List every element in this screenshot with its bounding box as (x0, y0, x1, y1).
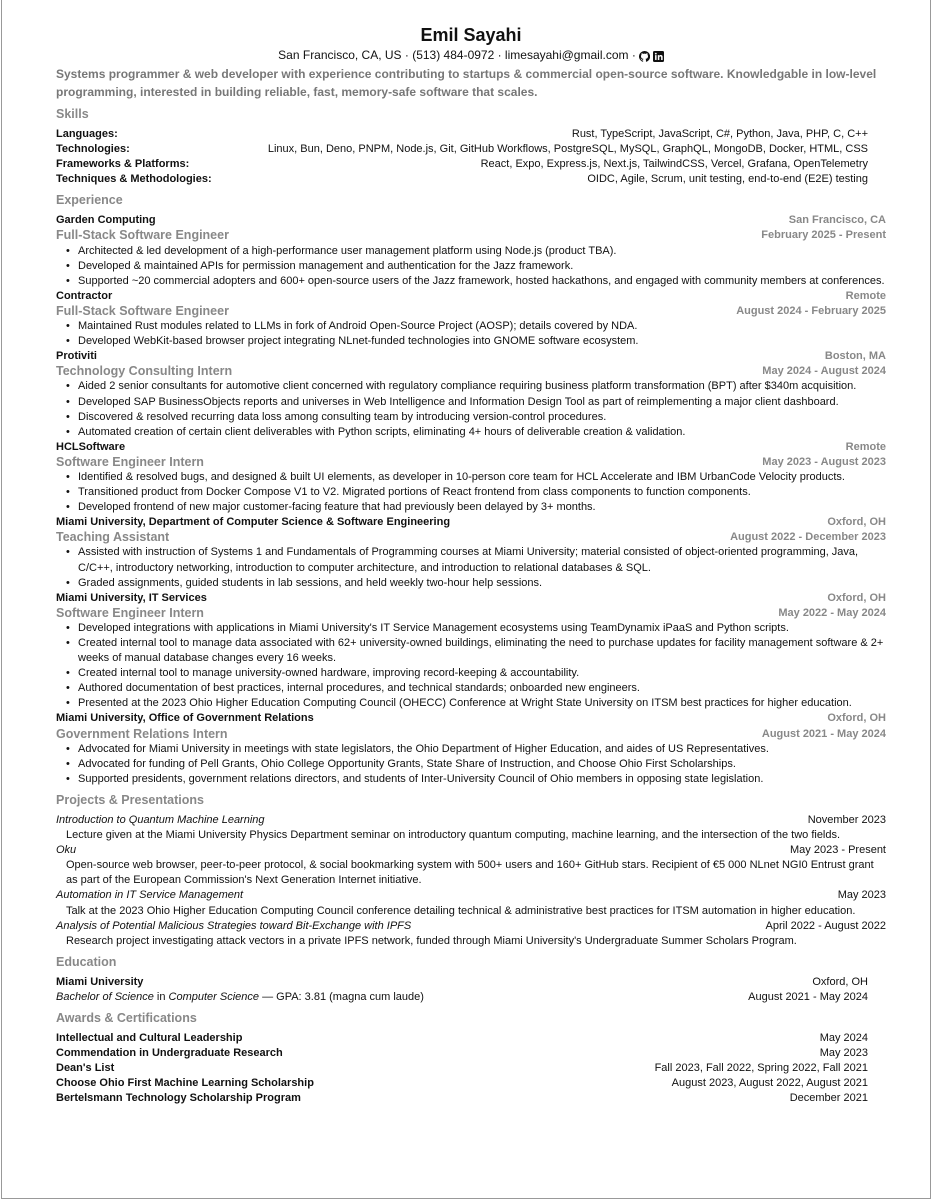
projects-list (56, 813, 886, 949)
job-bullet: • Assisted with instruction of Systems 1 and Fundamentals of Programming courses at Miami University; material consisted of object-oriented programming, Java, C/C++, introductory networking, introduction to computer architecture, and introduction to relational databases & SQL. (78, 545, 886, 575)
job-bullet: • Advocated for Miami University in meetings with state legislators, the Ohio Department of Higher Education, and aides of US Representatives. (78, 742, 886, 757)
job-bullet: • Created internal tool to manage data associated with 62+ university-owned buildings, eliminating the need to purchase updates for facility management software & 2+ weeks of manual database changes every 16 weeks. (78, 636, 886, 666)
job-location: Oxford, OH (827, 516, 886, 529)
job-subheader (56, 727, 886, 742)
skill-label: Technologies: (56, 143, 130, 156)
job-bullet: • Transitioned product from Docker Compose V1 to V2. Migrated portions of React frontend from class components to function components. (78, 485, 886, 500)
job-title: Technology Consulting Intern (56, 364, 233, 379)
job-org: Garden Computing (56, 214, 156, 227)
gpa: — GPA: 3.81 (magna cum laude) (259, 990, 424, 1003)
job-bullet: • Identified & resolved bugs, and designed & built UI elements, as developer in 10-person core team for HCL Accelerate and IBM UrbanCode Velocity products. (78, 470, 886, 485)
project-header (56, 843, 886, 858)
job-title: Full-Stack Software Engineer (56, 228, 229, 243)
job-subheader (56, 530, 886, 545)
project-entry (56, 813, 886, 843)
job-subheader (56, 228, 886, 243)
github-icon[interactable] (639, 50, 650, 61)
project-header (56, 813, 886, 828)
job-bullet: • Authored documentation of best practices, internal procedures, and technical standards; onboarded new engineers. (78, 681, 886, 696)
job-bullet: • Aided 2 senior consultants for automotive client concerned with regulatory compliance requiring business platform transformation (BPT) after $340m acquisition. (78, 379, 886, 394)
award-name: Commendation in Undergraduate Research (56, 1047, 283, 1060)
job-dates: August 2022 - December 2023 (730, 531, 886, 544)
skill-label: Frameworks & Platforms: (56, 158, 190, 171)
contact-line (56, 47, 886, 63)
job-location: Remote (845, 289, 886, 302)
degree: Bachelor of Science (56, 990, 154, 1003)
school-name: Miami University (56, 975, 144, 988)
job-entry (56, 349, 886, 440)
award-row (56, 1031, 868, 1046)
project-entry (56, 888, 886, 918)
job-bullets (56, 470, 886, 515)
job-bullet: • Automated creation of certain client deliverables with Python scripts, eliminating 4+ hours of deliverable creation & validation. (78, 425, 886, 440)
job-bullet: • Discovered & resolved recurring data loss among consulting team by introducing version-control procedures. (78, 410, 886, 425)
project-dates: April 2022 - August 2022 (765, 919, 886, 932)
job-dates: August 2021 - May 2024 (761, 727, 886, 740)
job-location: San Francisco, CA (788, 214, 886, 227)
job-bullet: • Supported presidents, government relations directors, and students of Inter-University Council of Ohio members in opposing state legislation. (78, 772, 886, 787)
job-subheader (56, 364, 886, 379)
job-bullet: • Graded assignments, guided students in lab sessions, and held weekly two-hour help sessions. (78, 576, 886, 591)
project-header (56, 919, 886, 934)
award-dates: August 2023, August 2022, August 2021 (671, 1077, 868, 1090)
project-description: Lecture given at the Miami University Physics Department seminar on introductory quantum computing, machine learning, and the intersection of the two fields. (66, 829, 841, 842)
skill-row (56, 127, 868, 142)
award-name: Choose Ohio First Machine Learning Scholarship (56, 1077, 314, 1090)
project-description: Research project investigating attack vectors in a private IPFS network, funded through Miami University's Undergraduate Summer Scholars Program. (66, 934, 797, 947)
major: Computer Science (168, 990, 260, 1003)
job-title: Full-Stack Software Engineer (56, 303, 229, 318)
awards-list (56, 1031, 868, 1106)
resume (56, 24, 886, 1106)
job-header (56, 289, 886, 304)
project-entry (56, 843, 886, 888)
award-row (56, 1076, 868, 1091)
job-entry (56, 711, 886, 786)
award-dates: December 2021 (789, 1092, 868, 1105)
job-entry (56, 515, 886, 590)
job-dates: May 2024 - August 2024 (762, 365, 886, 378)
job-bullet: • Developed & maintained APIs for permission management and authentication for the Jazz framework. (78, 259, 886, 274)
job-org: HCLSoftware (56, 440, 126, 453)
job-subheader (56, 606, 886, 621)
job-bullet: • Developed WebKit-based browser project integrating NLnet-funded technologies into GNOME software ecosystem. (78, 334, 886, 349)
award-name: Intellectual and Cultural Leadership (56, 1031, 243, 1044)
job-header (56, 213, 886, 228)
job-title: Software Engineer Intern (56, 605, 204, 620)
job-entry (56, 591, 886, 712)
skill-value: Rust, TypeScript, JavaScript, C#, Python, Java, PHP, C, C++ (571, 128, 868, 140)
section-heading-education: Education (56, 954, 117, 969)
job-header (56, 440, 886, 455)
job-bullet: • Created internal tool to manage university-owned hardware, improving record-keeping & accountability. (78, 666, 886, 681)
job-subheader (56, 304, 886, 319)
job-title: Teaching Assistant (56, 530, 170, 545)
award-dates: May 2024 (819, 1031, 868, 1044)
job-bullet: • Developed integrations with applications in Miami University's IT Service Management ecosystems using TeamDynamix iPaaS and Python scripts. (78, 621, 886, 636)
job-org: Contractor (56, 289, 113, 302)
candidate-name: Emil Sayahi (420, 25, 522, 45)
project-entry (56, 919, 886, 949)
job-bullets (56, 742, 886, 787)
job-header (56, 515, 886, 530)
skill-row (56, 142, 868, 157)
job-bullets (56, 545, 886, 590)
skill-label: Techniques & Methodologies: (56, 173, 212, 186)
job-bullet: • Developed frontend of new major customer-facing feature that had previously been delayed by 3+ months. (78, 500, 886, 515)
project-description: Talk at the 2023 Ohio Higher Education Computing Council conference detailing technical & administrative best practices for ITSM automation in higher education. (66, 904, 856, 917)
skill-value: Linux, Bun, Deno, PNPM, Node.js, Git, GitHub Workflows, PostgreSQL, MySQL, GraphQL, MongoDB, Docker, HTML, CSS (267, 143, 868, 156)
education-entry (56, 975, 868, 1005)
job-dates: August 2024 - February 2025 (736, 304, 886, 317)
job-location: Oxford, OH (827, 591, 886, 604)
job-org: Protiviti (56, 350, 97, 363)
experience-list (56, 213, 886, 787)
project-dates: May 2023 (837, 889, 886, 902)
project-description: Open-source web browser, peer-to-peer protocol, & social bookmarking system with 500+ users and 160+ GitHub stars. Recipient of €5 000 NLnet NGI0 Entrust grant as part of the European Commission's Next Generation Internet initiative. (66, 859, 874, 887)
award-name: Dean's List (56, 1062, 115, 1075)
section-heading-awards: Awards & Certifications (56, 1010, 197, 1025)
education-dates: August 2021 - May 2024 (748, 990, 868, 1003)
job-entry (56, 289, 886, 349)
job-bullet: • Maintained Rust modules related to LLMs in fork of Android Open-Source Project (AOSP); details covered by NDA. (78, 319, 886, 334)
project-title: Automation in IT Service Management (56, 889, 244, 902)
award-row (56, 1046, 868, 1061)
job-entry (56, 440, 886, 515)
job-bullets (56, 379, 886, 439)
job-title: Government Relations Intern (56, 726, 228, 741)
job-bullet: • Architected & led development of a high-performance user management platform using Node.js (product TBA). (78, 244, 886, 259)
degree-connector: in (153, 990, 169, 1003)
award-dates: Fall 2023, Fall 2022, Spring 2022, Fall 2021 (654, 1062, 868, 1075)
section-heading-skills: Skills (56, 107, 89, 121)
job-bullet: • Presented at the 2023 Ohio Higher Education Computing Council (OHECC) Conference at Wright State University on ITSM best practices for higher education. (78, 696, 886, 711)
skill-row (56, 157, 868, 172)
project-title: Oku (56, 844, 77, 857)
job-location: Remote (845, 440, 886, 453)
skill-row (56, 172, 868, 187)
project-dates: November 2023 (807, 813, 886, 826)
award-row (56, 1061, 868, 1076)
job-entry (56, 213, 886, 288)
job-bullet: • Advocated for funding of Pell Grants, Ohio College Opportunity Grants, State Share of Instruction, and Choose Ohio First Scholarships. (78, 757, 886, 772)
job-title: Software Engineer Intern (56, 454, 204, 469)
job-bullet: • Developed SAP BusinessObjects reports and universes in Web Intelligence and Information Design Tool as part of reimplementing a major client dashboard. (78, 395, 886, 410)
job-subheader (56, 455, 886, 470)
job-header (56, 711, 886, 726)
award-row (56, 1091, 868, 1106)
job-header (56, 591, 886, 606)
job-location: Boston, MA (824, 350, 886, 363)
project-title: Analysis of Potential Malicious Strategies toward Bit-Exchange with IPFS (56, 919, 412, 932)
job-org: Miami University, Department of Computer Science & Software Engineering (56, 516, 451, 529)
job-bullets (56, 621, 886, 712)
summary: Systems programmer & web developer with experience contributing to startups & commercial open-source software. Knowledgable in low-level programming, interested in building reliable, fast, memory-safe software that scales. (56, 67, 877, 99)
skill-value: React, Expo, Express.js, Next.js, TailwindCSS, Vercel, Grafana, OpenTelemetry (480, 158, 868, 171)
section-heading-experience: Experience (56, 193, 123, 208)
award-dates: May 2023 (819, 1047, 868, 1060)
school-location: Oxford, OH (812, 975, 868, 988)
job-location: Oxford, OH (827, 712, 886, 725)
skill-value: OIDC, Agile, Scrum, unit testing, end-to-end (E2E) testing (587, 173, 868, 186)
award-name: Bertelsmann Technology Scholarship Program (56, 1092, 301, 1105)
job-header (56, 349, 886, 364)
project-dates: May 2023 - Present (790, 844, 886, 857)
skill-label: Languages: (56, 128, 118, 140)
job-bullets (56, 319, 886, 349)
section-heading-projects: Projects & Presentations (56, 792, 204, 807)
job-org: Miami University, IT Services (56, 591, 207, 604)
job-dates: February 2025 - Present (761, 229, 886, 242)
job-bullet: • Supported ~20 commercial adopters and 600+ open-source users of the Jazz framework, hosted hackathons, and engaged with community members at conferences. (78, 274, 886, 289)
job-org: Miami University, Office of Government Relations (56, 712, 314, 725)
linkedin-icon[interactable] (653, 50, 664, 61)
project-header (56, 888, 886, 903)
job-dates: May 2022 - May 2024 (778, 606, 886, 619)
skills-list (56, 127, 868, 187)
project-title: Introduction to Quantum Machine Learning (56, 813, 265, 826)
contact-info: San Francisco, CA, US · (513) 484-0972 · limesayahi@gmail.com · (278, 48, 636, 62)
job-dates: May 2023 - August 2023 (762, 455, 886, 468)
degree-line (56, 990, 424, 1005)
job-bullets (56, 244, 886, 289)
